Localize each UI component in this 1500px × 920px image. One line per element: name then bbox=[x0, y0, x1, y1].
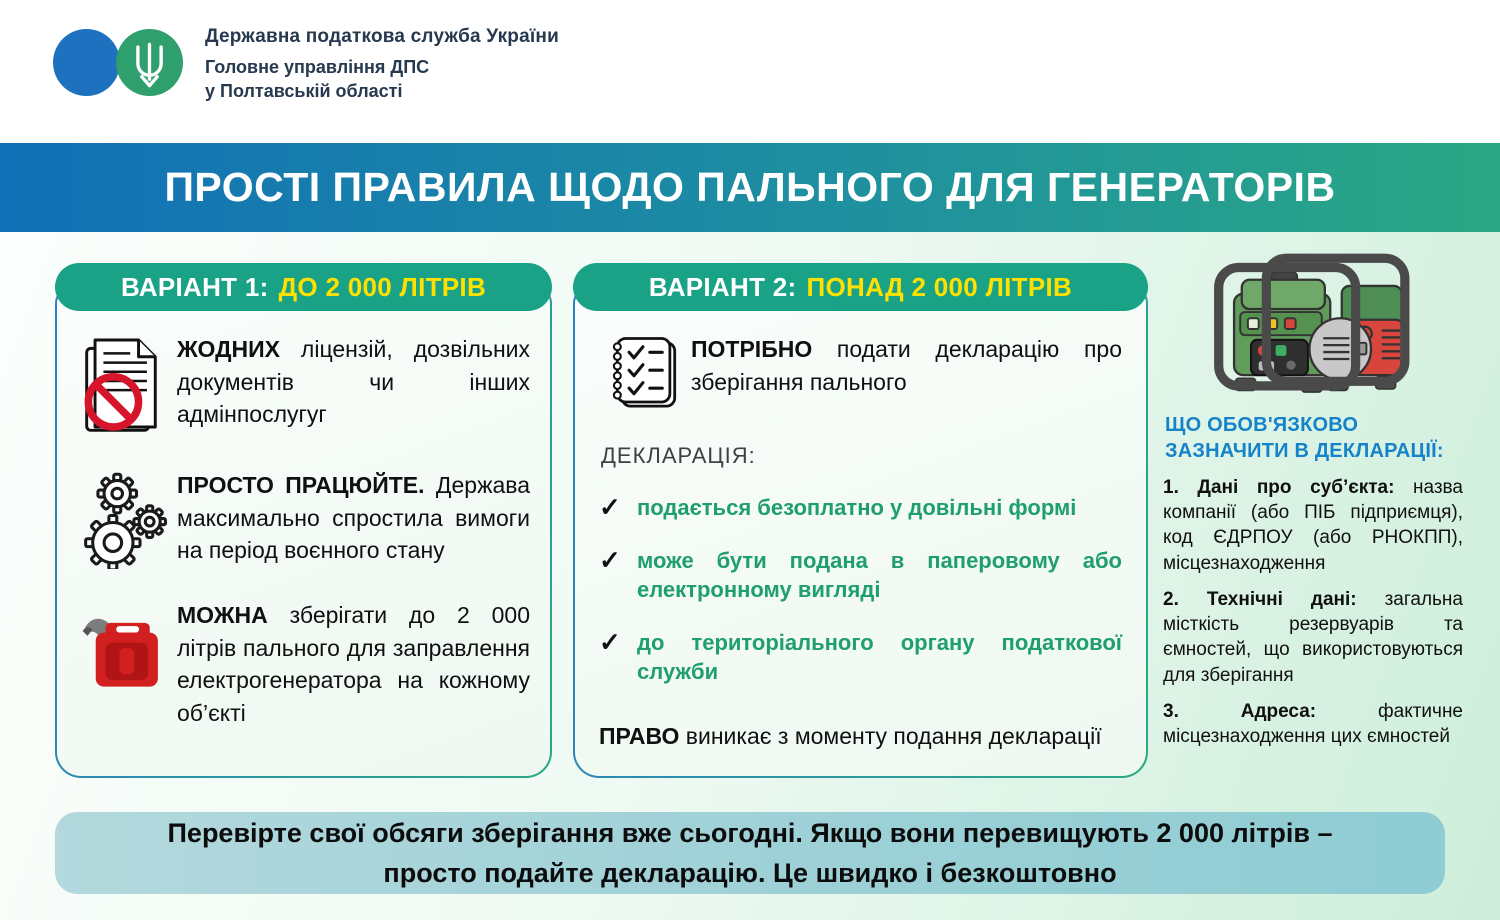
variant1-header-prefix: ВАРІАНТ 1: bbox=[120, 271, 269, 302]
dps-logo bbox=[53, 27, 193, 99]
declaration-label: ДЕКЛАРАЦІЯ: bbox=[601, 443, 756, 468]
check-item: ✓ може бути подана в паперовому або електронному вигляді bbox=[599, 545, 1122, 603]
variant1-card bbox=[55, 263, 552, 778]
logo-green-circle bbox=[116, 29, 183, 96]
generator-illustration bbox=[1211, 248, 1411, 400]
variant1-body bbox=[55, 287, 552, 778]
jerrycan-icon bbox=[75, 599, 177, 699]
variant2-header-prefix: ВАРІАНТ 2: bbox=[648, 271, 797, 302]
gears-icon bbox=[75, 469, 177, 569]
title-banner bbox=[0, 143, 1500, 232]
variant2-body bbox=[573, 287, 1148, 778]
footer-line1: Перевірте свої обсяги зберігання вже сьогодні. Якщо вони перевищують 2 000 літрів – bbox=[167, 817, 1333, 848]
list-item-text: МОЖНА зберігати до 2 000 літрів пального для заправлення електрогенератора на кожному об’єкті bbox=[177, 602, 531, 726]
sidebar-item: 3. Адреса: фактичне місцезнаходження цих ємностей bbox=[1163, 700, 1463, 748]
checklist-icon bbox=[599, 333, 691, 413]
list-item bbox=[599, 333, 1122, 413]
check-item: ✓ до територіального органу податкової служби bbox=[599, 627, 1122, 685]
list-item bbox=[75, 599, 530, 730]
trident-icon bbox=[116, 29, 183, 96]
check-icon: ✓ bbox=[599, 545, 621, 576]
sidebar-heading: ЩО ОБОВ'ЯЗКОВО ЗАЗНАЧИТИ В ДЕКЛАРАЦІЇ: bbox=[1165, 414, 1444, 463]
list-item-text: ЖОДНИХ ліцензій, дозвільних документів чи інших адмінпослугуг bbox=[177, 336, 530, 428]
no-documents-icon bbox=[75, 333, 177, 439]
check-icon: ✓ bbox=[599, 492, 621, 522]
sidebar-item: 1. Дані про суб’єкта: назва компанії (або ПІБ підприємця), код ЄДРПОУ (або РНОКПП), місцезнаходження bbox=[1163, 476, 1463, 574]
variant2-card bbox=[573, 263, 1148, 778]
main-content bbox=[0, 232, 1500, 920]
page-header bbox=[0, 0, 1500, 143]
variant2-header-highlight: ПОНАД 2 000 ЛІТРІВ bbox=[806, 271, 1073, 302]
list-item-text: ПОТРІБНО подати декларацію про зберігання пального bbox=[691, 336, 1123, 395]
org-department: Головне управління ДПС bbox=[205, 57, 430, 77]
org-text-block bbox=[205, 26, 559, 103]
org-region: у Полтавській області bbox=[205, 81, 403, 101]
footer-callout bbox=[55, 812, 1445, 894]
list-item-text: ПРОСТО ПРАЦЮЙТЕ. Держава максимально спростила вимоги на період воєнного стану bbox=[177, 472, 530, 564]
org-name: Державна податкова служба України bbox=[205, 26, 559, 47]
variant2-header bbox=[573, 263, 1148, 311]
sidebar-item: 2. Технічні дані: загальна місткість резервуарів та ємностей, що використовуються для зберігання bbox=[1163, 588, 1463, 686]
variant1-header-highlight: ДО 2 000 ЛІТРІВ bbox=[278, 271, 487, 302]
logo-blue-circle bbox=[53, 29, 120, 96]
check-item: ✓ подається безоплатно у довільні формі bbox=[599, 492, 1077, 522]
page-title: ПРОСТІ ПРАВИЛА ЩОДО ПАЛЬНОГО ДЛЯ ГЕНЕРАТОРІВ bbox=[164, 164, 1336, 210]
declaration-sidebar bbox=[1163, 248, 1463, 760]
variant1-header bbox=[55, 263, 552, 311]
right-conclusion: ПРАВО виникає з моменту подання декларації bbox=[599, 723, 1102, 750]
list-item bbox=[75, 333, 530, 439]
footer-line2: просто подайте декларацію. Це швидко і безкоштовно bbox=[383, 858, 1117, 888]
check-icon: ✓ bbox=[599, 627, 621, 658]
list-item bbox=[75, 469, 530, 569]
